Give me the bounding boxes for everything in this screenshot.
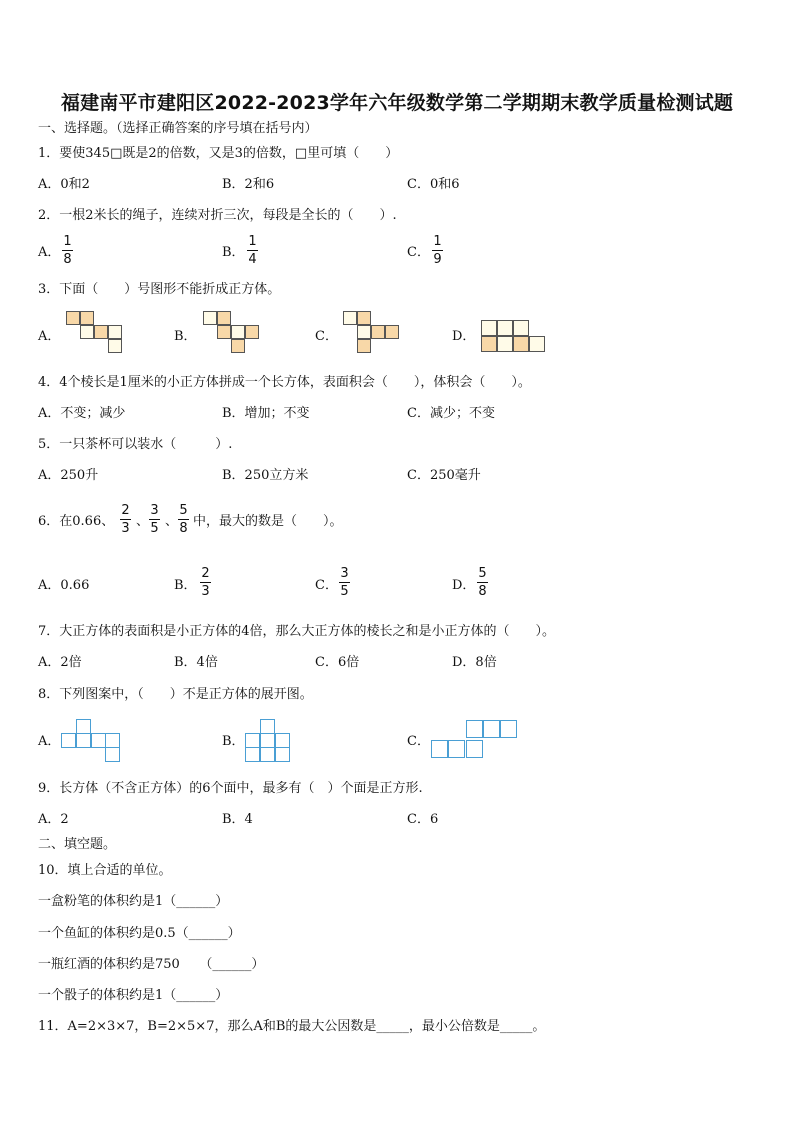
- net-square: [80, 325, 94, 339]
- q4-option-c[interactable]: C．减少；不变: [407, 406, 495, 421]
- net-square: [66, 311, 80, 325]
- q2-option-a-fraction: [62, 234, 73, 267]
- q8-option-a-label[interactable]: A．: [38, 734, 61, 749]
- fraction-numerator: 3: [340, 566, 349, 581]
- question-3-text: 3．下面（ ）号图形不能折成正方体。: [38, 282, 281, 297]
- net-square: [357, 311, 371, 325]
- q2-option-b-fraction: [247, 234, 258, 267]
- q2-option-c-label[interactable]: C．: [407, 245, 430, 260]
- net-square: [357, 325, 371, 339]
- fraction-denominator: 8: [63, 252, 72, 267]
- q6-option-b-label[interactable]: B．: [174, 578, 197, 593]
- net-square: [245, 733, 260, 748]
- question-6-suffix: 中，最大的数是（ ）。: [193, 514, 343, 529]
- net-square: [105, 733, 120, 748]
- net-square: [76, 719, 91, 734]
- net-square: [357, 339, 371, 353]
- fraction-denominator: 5: [150, 521, 159, 536]
- q2-option-a-label[interactable]: A．: [38, 245, 61, 260]
- fraction-numerator: 2: [201, 566, 210, 581]
- net-square: [108, 339, 122, 353]
- q7-option-b[interactable]: B．4倍: [174, 655, 218, 670]
- section-fill-heading: 二、填空题。: [38, 837, 117, 852]
- net-square: [76, 733, 91, 748]
- question-11-text[interactable]: 11．A=2×3×7，B=2×5×7，那么A和B的最大公因数是_____，最小公倍数是_____。: [38, 1019, 546, 1034]
- q10-line-1[interactable]: 一盒粉笔的体积约是1（______）: [38, 894, 229, 909]
- net-square: [260, 747, 275, 762]
- question-10-text: 10．填上合适的单位。: [38, 863, 172, 878]
- net-square: [513, 336, 529, 352]
- q10-line-4[interactable]: 一个骰子的体积约是1（______）: [38, 988, 229, 1003]
- q9-option-b[interactable]: B．4: [222, 812, 253, 827]
- net-square: [231, 325, 245, 339]
- fraction-bar: [432, 250, 443, 251]
- question-7-text: 7．大正方体的表面积是小正方体的4倍，那么大正方体的棱长之和是小正方体的（ ）。: [38, 624, 556, 639]
- net-square: [371, 325, 385, 339]
- fraction-denominator: 4: [248, 252, 257, 267]
- question-2-text: 2．一根2米长的绳子，连续对折三次，每段是全长的（ ）.: [38, 208, 397, 223]
- q2-option-b-label[interactable]: B．: [222, 245, 245, 260]
- net-square: [466, 720, 483, 738]
- question-9-text: 9．长方体（不含正方体）的6个面中，最多有（ ）个面是正方形.: [38, 781, 423, 796]
- q6-option-b-fraction: [200, 566, 211, 599]
- question-4-text: 4．4个棱长是1厘米的小正方体拼成一个长方体，表面积会（ ），体积会（ ）。: [38, 375, 531, 390]
- net-square: [203, 311, 217, 325]
- q2-option-c-fraction: [432, 234, 443, 267]
- net-square: [385, 325, 399, 339]
- q7-option-a[interactable]: A．2倍: [38, 655, 82, 670]
- q6-option-d-label[interactable]: D．: [452, 578, 476, 593]
- net-square: [431, 740, 448, 758]
- question-8-text: 8．下列图案中，（ ）不是正方体的展开图。: [38, 687, 313, 702]
- net-square: [497, 320, 513, 336]
- fraction-numerator: 5: [179, 503, 188, 518]
- question-5-text: 5．一只茶杯可以装水（ ）.: [38, 437, 233, 452]
- q6-option-d-fraction: [477, 566, 488, 599]
- net-square: [94, 325, 108, 339]
- fraction-bar: [200, 582, 211, 583]
- fraction-numerator: 2: [121, 503, 130, 518]
- net-square: [481, 320, 497, 336]
- q5-option-c[interactable]: C．250毫升: [407, 468, 481, 483]
- q1-option-a[interactable]: A．0和2: [38, 177, 90, 192]
- net-square: [466, 740, 483, 758]
- net-square: [61, 733, 76, 748]
- net-square: [448, 740, 465, 758]
- net-square: [275, 747, 290, 762]
- net-square: [481, 336, 497, 352]
- fraction-bar: [477, 582, 488, 583]
- q10-line-3[interactable]: 一瓶红酒的体积约是750 （______）: [38, 957, 265, 972]
- net-square: [513, 320, 529, 336]
- q3-option-b-label[interactable]: B．: [174, 329, 197, 344]
- q8-option-b-label[interactable]: B．: [222, 734, 245, 749]
- q3-option-c-label[interactable]: C．: [315, 329, 338, 344]
- q6-option-a[interactable]: A．0.66: [38, 578, 90, 593]
- fraction-numerator: 1: [433, 234, 442, 249]
- q6-separator: 、: [165, 514, 179, 529]
- fraction-numerator: 5: [478, 566, 487, 581]
- q5-option-a[interactable]: A．250升: [38, 468, 99, 483]
- net-square: [231, 339, 245, 353]
- fraction-bar: [62, 250, 73, 251]
- fraction-bar: [247, 250, 258, 251]
- q5-option-b[interactable]: B．250立方米: [222, 468, 309, 483]
- net-square: [260, 719, 275, 734]
- q6-option-c-fraction: [339, 566, 350, 599]
- net-square: [91, 733, 106, 748]
- fraction-numerator: 1: [248, 234, 257, 249]
- fraction-denominator: 8: [478, 584, 487, 599]
- fraction-bar: [149, 519, 160, 520]
- net-square: [108, 325, 122, 339]
- q3-option-a-label[interactable]: A．: [38, 329, 61, 344]
- fraction-denominator: 9: [433, 252, 442, 267]
- q1-option-c[interactable]: C．0和6: [407, 177, 460, 192]
- net-square: [260, 733, 275, 748]
- fraction-bar: [178, 519, 189, 520]
- q1-option-b[interactable]: B．2和6: [222, 177, 275, 192]
- section-choice-heading: 一、选择题。（选择正确答案的序号填在括号内）: [38, 121, 318, 136]
- fraction-numerator: 1: [63, 234, 72, 249]
- net-square: [80, 311, 94, 325]
- net-square: [483, 720, 500, 738]
- fraction-bar: [339, 582, 350, 583]
- q6-fraction-1: [120, 503, 131, 536]
- net-square: [343, 311, 357, 325]
- q4-option-a[interactable]: A．不变；减少: [38, 406, 126, 421]
- fraction-denominator: 8: [179, 521, 188, 536]
- net-square: [497, 336, 513, 352]
- q6-fraction-2: [149, 503, 160, 536]
- q6-separator: 、: [136, 514, 150, 529]
- q6-fraction-3: [178, 503, 189, 536]
- net-square: [500, 720, 517, 738]
- fraction-denominator: 3: [201, 584, 210, 599]
- q10-line-2[interactable]: 一个鱼缸的体积约是0.5（______）: [38, 926, 241, 941]
- q7-option-d[interactable]: D．8倍: [452, 655, 497, 670]
- q9-option-a[interactable]: A．2: [38, 812, 69, 827]
- fraction-bar: [120, 519, 131, 520]
- net-square: [275, 733, 290, 748]
- page-title: 福建南平市建阳区2022-2023学年六年级数学第二学期期末教学质量检测试题: [60, 92, 734, 114]
- q8-option-c-label[interactable]: C．: [407, 734, 430, 749]
- fraction-denominator: 3: [121, 521, 130, 536]
- q4-option-b[interactable]: B．增加；不变: [222, 406, 310, 421]
- net-square: [217, 325, 231, 339]
- net-square: [245, 325, 259, 339]
- q7-option-c[interactable]: C．6倍: [315, 655, 360, 670]
- net-square: [245, 747, 260, 762]
- q6-option-c-label[interactable]: C．: [315, 578, 338, 593]
- net-square: [529, 336, 545, 352]
- net-square: [217, 311, 231, 325]
- q3-option-d-label[interactable]: D．: [452, 329, 476, 344]
- net-square: [105, 747, 120, 762]
- fraction-numerator: 3: [150, 503, 159, 518]
- question-1-text: 1．要使345□既是2的倍数，又是3的倍数，□里可填（ ）: [38, 146, 399, 161]
- question-6-prefix: 6．在0.66、: [38, 514, 115, 529]
- q9-option-c[interactable]: C．6: [407, 812, 439, 827]
- fraction-denominator: 5: [340, 584, 349, 599]
